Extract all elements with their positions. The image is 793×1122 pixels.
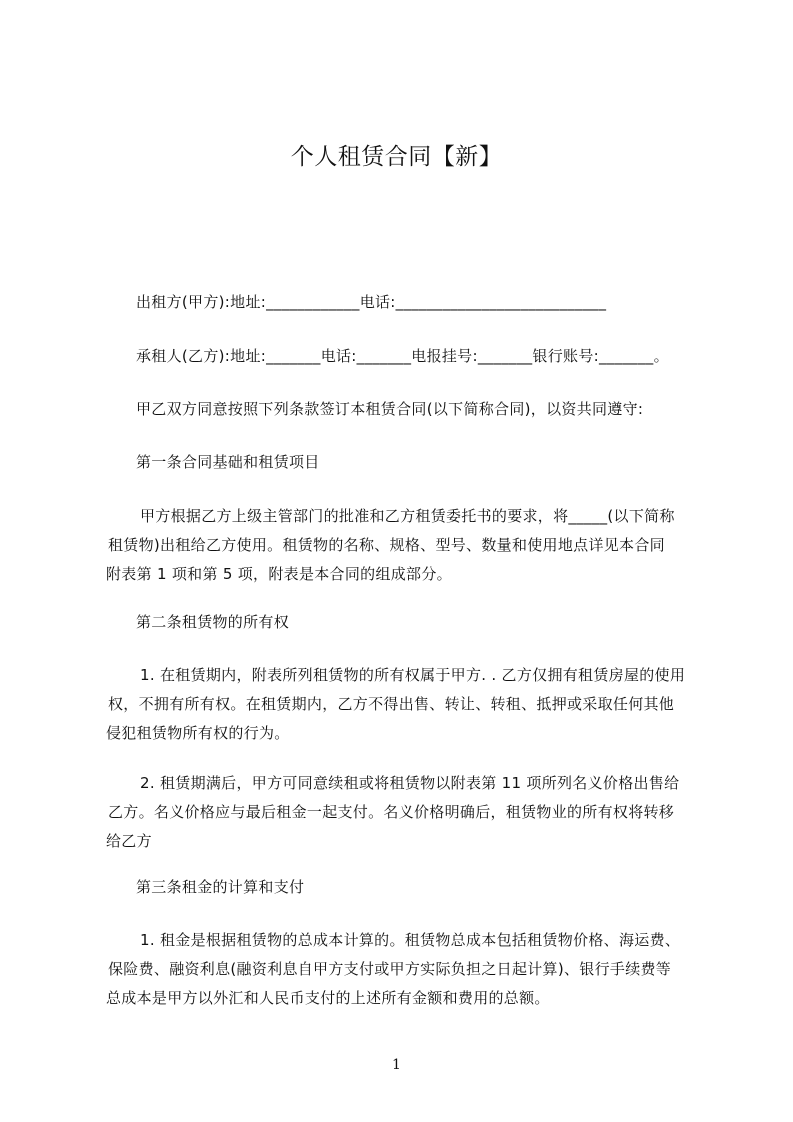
article2-heading: 第二条租赁物的所有权 [136,613,290,631]
article2-item2 [106,769,700,856]
intro-line: 甲乙双方同意按照下列条款签订本租赁合同(以下简称合同)，以资共同遵守: [136,400,644,418]
article2-item2-line-3: 给乙方 [106,832,152,850]
article2-item1-line-2: 权，不拥有所有权。在租赁期内，乙方不得出售、转让、转租、抵押或采取任何其他 [108,695,675,713]
article3-item1 [106,926,700,1013]
lessor-line: 出租方(甲方):地址:____________电话:___________________________ [136,293,607,311]
article1-line-3: 附表第 1 项和第 5 项，附表是本合同的组成部分。 [106,565,452,583]
page-title: 个人租赁合同【新】 [290,144,503,170]
article3-item1-line-1: 1. 租金是根据租赁物的总成本计算的。租赁物总成本包括租赁物价格、海运费、 [140,931,681,949]
page-number: 1 [392,1057,401,1073]
article3-item1-line-3: 总成本是甲方以外汇和人民币支付的上述所有金额和费用的总额。 [106,989,550,1007]
lessee-line: 承租人(乙方):地址:_______电话:_______电报挂号:_______银行账号:_______。 [136,347,669,365]
article3-heading: 第三条租金的计算和支付 [136,878,305,896]
article3-item1-line-2: 保险费、融资利息(融资利息自甲方支付或甲方实际负担之日起计算)、银行手续费等 [108,960,672,978]
article2-item1 [106,661,700,748]
article1-line-2: 租赁物)出租给乙方使用。租赁物的名称、规格、型号、数量和使用地点详见本合同 [108,536,665,554]
article1-heading: 第一条合同基础和租赁项目 [136,453,320,471]
article2-item1-line-3: 侵犯租赁物所有权的行为。 [106,724,290,742]
article1-line-1: 甲方根据乙方上级主管部门的批准和乙方租赁委托书的要求，将_____(以下简称 [140,507,675,525]
article2-item2-line-2: 乙方。名义价格应与最后租金一起支付。名义价格明确后，租赁物业的所有权将转移 [108,803,675,821]
article2-item1-line-1: 1. 在租赁期内，附表所列租赁物的所有权属于甲方. . 乙方仅拥有租赁房屋的使用 [140,666,686,684]
article2-item2-line-1: 2. 租赁期满后，甲方可同意续租或将租赁物以附表第 11 项所列名义价格出售给 [140,774,680,792]
article1-body [106,502,700,589]
